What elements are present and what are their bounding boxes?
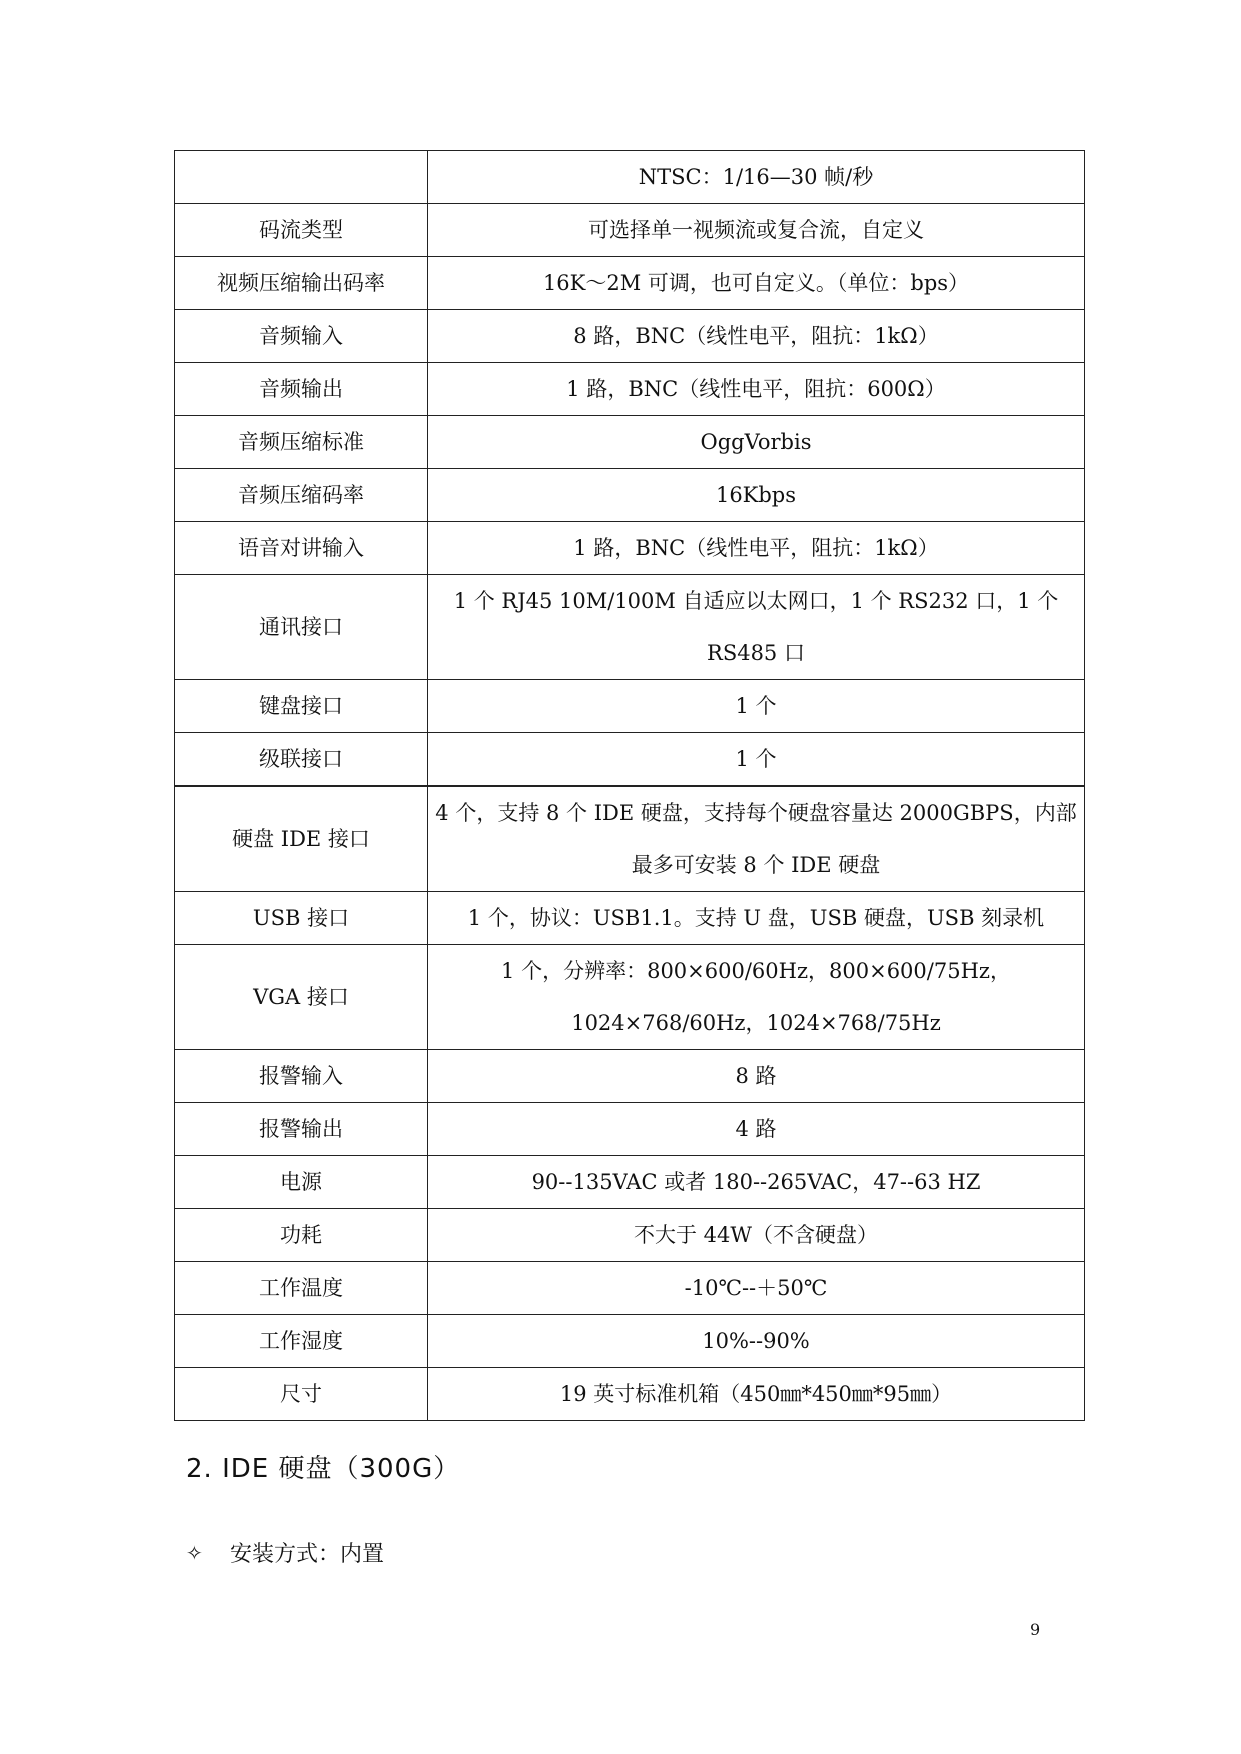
row-value: 10%--90%	[428, 1315, 1085, 1368]
row-label: 功耗	[175, 1209, 428, 1262]
row-value: 4 个，支持 8 个 IDE 硬盘，支持每个硬盘容量达 2000GBPS，内部最多可安装 8 个 IDE 硬盘	[428, 786, 1085, 892]
table-row	[175, 733, 1085, 787]
row-label: 报警输入	[175, 1050, 428, 1103]
row-label: 视频压缩输出码率	[175, 257, 428, 310]
table-row	[175, 469, 1085, 522]
section-heading: 2. IDE 硬盘（300G）	[186, 1454, 461, 1484]
row-label: VGA 接口	[175, 945, 428, 1050]
table-row	[175, 310, 1085, 363]
row-value: 16K～2M 可调，也可自定义。（单位：bps）	[428, 257, 1085, 310]
row-value: 8 路，BNC（线性电平，阻抗：1kΩ）	[428, 310, 1085, 363]
row-value: 1 个 RJ45 10M/100M 自适应以太网口，1 个 RS232 口，1 个 RS485 口	[428, 575, 1085, 680]
table-row	[175, 680, 1085, 733]
row-label: 音频输出	[175, 363, 428, 416]
row-label: 码流类型	[175, 204, 428, 257]
row-label: 音频压缩标准	[175, 416, 428, 469]
table-row	[175, 1368, 1085, 1421]
row-value: 1 路，BNC（线性电平，阻抗：600Ω）	[428, 363, 1085, 416]
row-label: 工作温度	[175, 1262, 428, 1315]
row-value: 4 路	[428, 1103, 1085, 1156]
table-row	[175, 363, 1085, 416]
row-value: -10℃--＋50℃	[428, 1262, 1085, 1315]
table-row	[175, 1315, 1085, 1368]
row-label: 报警输出	[175, 1103, 428, 1156]
row-label: 音频压缩码率	[175, 469, 428, 522]
table-row	[175, 257, 1085, 310]
table-row	[175, 1050, 1085, 1103]
bullet-item	[186, 1537, 384, 1568]
four-pointed-star-icon: ✧	[186, 1540, 203, 1565]
row-label: 工作湿度	[175, 1315, 428, 1368]
row-label	[175, 151, 428, 204]
table-row	[175, 416, 1085, 469]
table-row	[175, 945, 1085, 1050]
row-label: 级联接口	[175, 733, 428, 787]
row-value: 1 个，分辨率：800×600/60Hz，800×600/75Hz，1024×768/60Hz，1024×768/75Hz	[428, 945, 1085, 1050]
row-value: 1 路，BNC（线性电平，阻抗：1kΩ）	[428, 522, 1085, 575]
row-value: 1 个	[428, 733, 1085, 787]
row-label: 电源	[175, 1156, 428, 1209]
row-value: 8 路	[428, 1050, 1085, 1103]
row-label: 硬盘 IDE 接口	[175, 786, 428, 892]
row-value: NTSC：1/16—30 帧/秒	[428, 151, 1085, 204]
table-row	[175, 575, 1085, 680]
row-value: 可选择单一视频流或复合流，自定义	[428, 204, 1085, 257]
row-label: 键盘接口	[175, 680, 428, 733]
page-number: 9	[1030, 1620, 1041, 1639]
table-row	[175, 522, 1085, 575]
table-row	[175, 892, 1085, 945]
row-value: 19 英寸标准机箱（450㎜*450㎜*95㎜）	[428, 1368, 1085, 1421]
row-value: OggVorbis	[428, 416, 1085, 469]
row-label: USB 接口	[175, 892, 428, 945]
row-label: 尺寸	[175, 1368, 428, 1421]
bullet-text: 安装方式：内置	[230, 1542, 385, 1567]
row-value: 90--135VAC 或者 180--265VAC，47--63 HZ	[428, 1156, 1085, 1209]
row-label: 通讯接口	[175, 575, 428, 680]
table-row	[175, 1103, 1085, 1156]
row-label: 音频输入	[175, 310, 428, 363]
row-value: 16Kbps	[428, 469, 1085, 522]
row-value: 不大于 44W（不含硬盘）	[428, 1209, 1085, 1262]
spec-table	[174, 150, 1085, 1421]
table-row	[175, 1156, 1085, 1209]
table-row	[175, 1209, 1085, 1262]
table-row	[175, 151, 1085, 204]
row-label: 语音对讲输入	[175, 522, 428, 575]
table-row	[175, 786, 1085, 892]
row-value: 1 个，协议：USB1.1。支持 U 盘，USB 硬盘，USB 刻录机	[428, 892, 1085, 945]
table-row	[175, 1262, 1085, 1315]
row-value: 1 个	[428, 680, 1085, 733]
table-row	[175, 204, 1085, 257]
